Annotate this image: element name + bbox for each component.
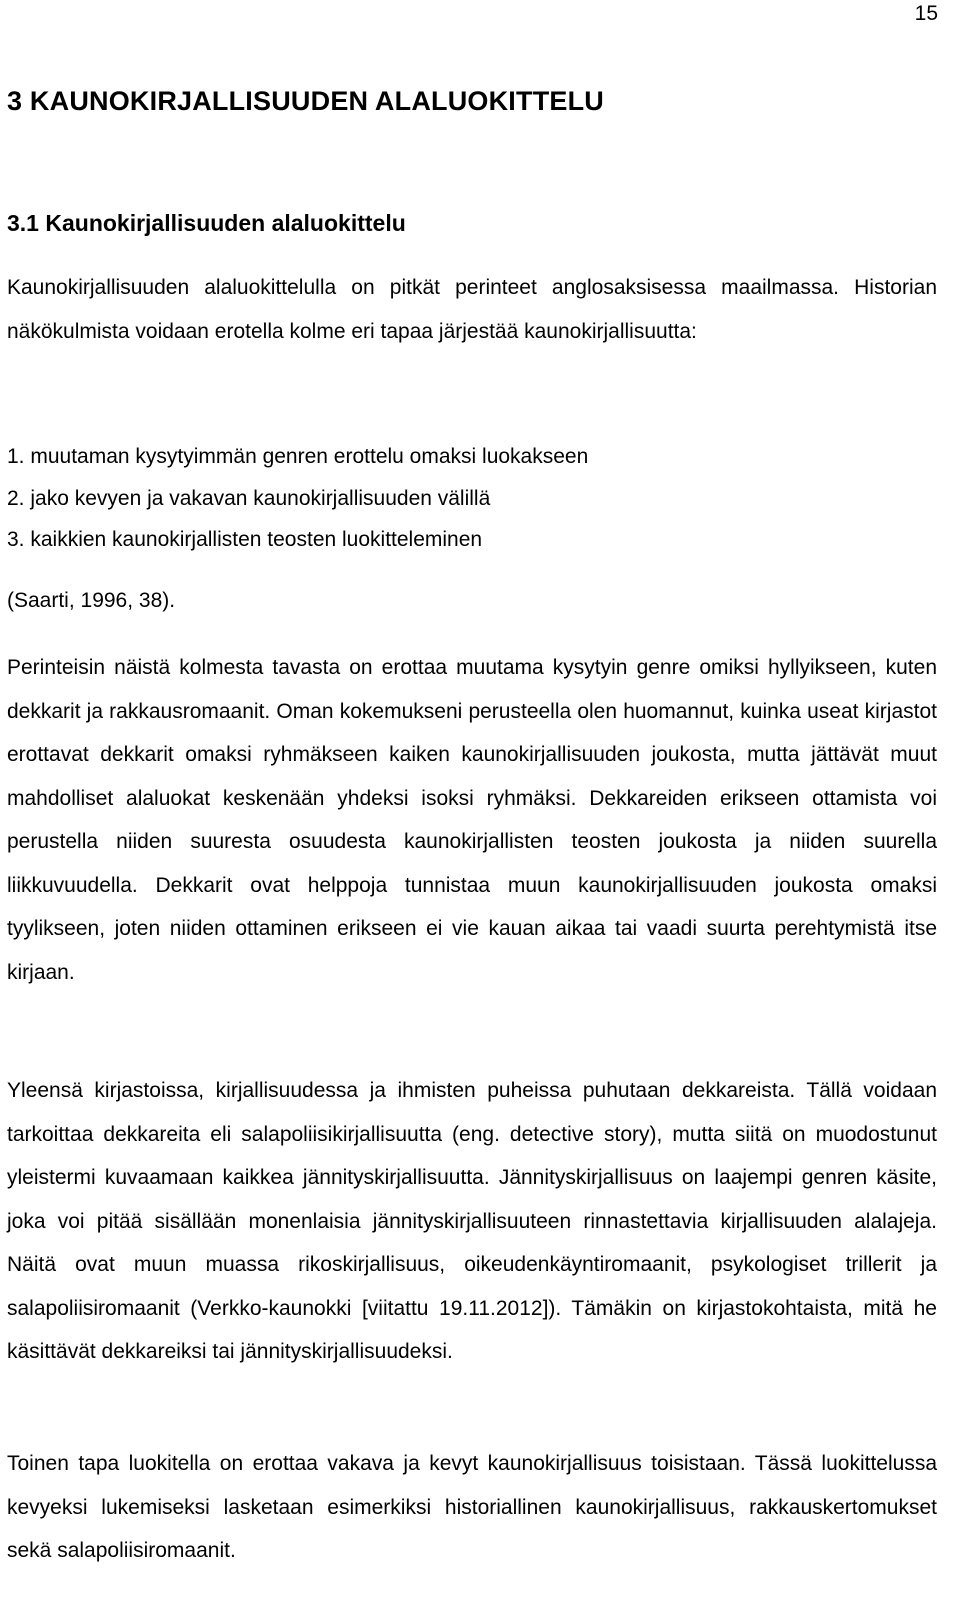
- paragraph-light-serious: Toinen tapa luokitella on erottaa vakava ja kevyt kaunokirjallisuus toisistaan. Tässä luokittelussa kevyeksi lukemiseksi lasketaan esimerkiksi historiallinen kaunokirjallisuus, rakkauskertomukset sekä salapoliisiromaanit.: [7, 1452, 937, 1562]
- paragraph-detective: Yleensä kirjastoissa, kirjallisuudessa ja ihmisten puheissa puhutaan dekkareista. Tällä voidaan tarkoittaa dekkareita eli salapoliisikirjallisuutta (eng. detective story), mutta siitä on muodostunut yleistermi kuvaamaan kaikkea jännityskirjallisuutta. Jännityskirjallisuus on laajempi genren käsite, joka voi pitää sisällään monenlaisia jännityskirjallisuuteen rinnastettavia kirjallisuuden alalajeja. Näitä ovat muun muassa rikoskirjallisuus, oikeudenkäyntiromaanit, psykologiset trillerit ja salapoliisiromaanit (Verkko-kaunokki [viitattu 19.11.2012]). Tämäkin on kirjastokohtaista, mitä he käsittävät dekkareiksi tai jännityskirjallisuudeksi.: [7, 1079, 937, 1363]
- list-item: 3. kaikkien kaunokirjallisten teosten luokitteleminen: [7, 528, 483, 551]
- citation: (Saarti, 1996, 38).: [7, 589, 176, 612]
- page-number: 15: [914, 2, 938, 25]
- list-item: 1. muutaman kysytyimmän genren erottelu omaksi luokakseen: [7, 445, 589, 468]
- chapter-heading: 3 KAUNOKIRJALLISUUDEN ALALUOKITTELU: [7, 86, 604, 116]
- paragraph-traditional: Perinteisin näistä kolmesta tavasta on erottaa muutama kysytyin genre omiksi hyllyikseen, kuten dekkarit ja rakkausromaanit. Oman kokemukseni perusteella olen huomannut, kuinka useat kirjastot erottavat dekkarit omaksi ryhmäkseen kaiken kaunokirjallisuuden joukosta, mutta jättävät muut mahdolliset alaluokat keskenään yhdeksi isoksi ryhmäksi. Dekkareiden erikseen ottamista voi perustella niiden suuresta osuudesta kaunokirjallisten teosten joukosta ja niiden suurella liikkuvuudella. Dekkarit ovat helppoja tunnistaa muun kaunokirjallisuuden joukosta omaksi tyylikseen, joten niiden ottaminen erikseen ei vie kauan aikaa tai vaadi suurta perehtymistä itse kirjaan.: [7, 656, 937, 984]
- paragraph-intro: Kaunokirjallisuuden alaluokittelulla on pitkät perinteet anglosaksisessa maailmassa. Historian näkökulmista voidaan erotella kolme eri tapaa järjestää kaunokirjallisuutta:: [7, 276, 937, 343]
- classification-list: [7, 436, 937, 561]
- section-heading: 3.1 Kaunokirjallisuuden alaluokittelu: [7, 210, 406, 236]
- list-item: 2. jako kevyen ja vakavan kaunokirjallisuuden välillä: [7, 486, 491, 510]
